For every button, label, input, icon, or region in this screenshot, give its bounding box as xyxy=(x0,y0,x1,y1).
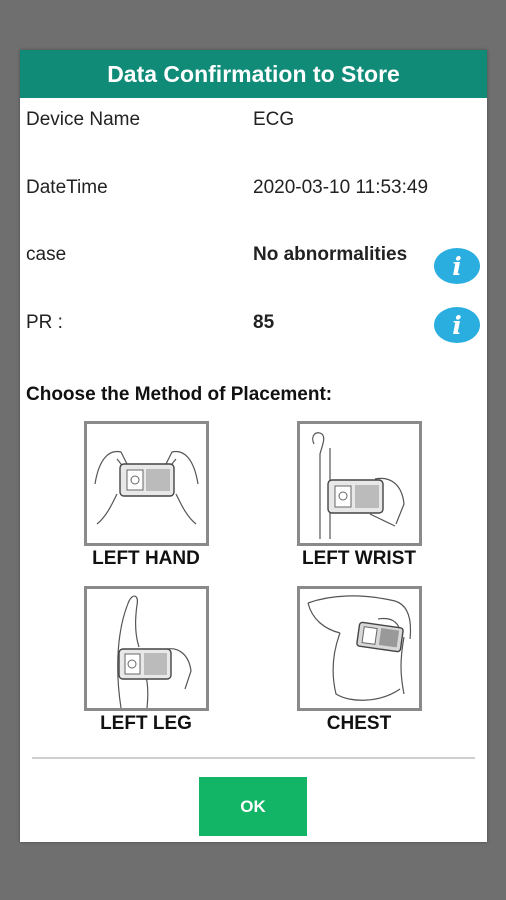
left-wrist-illustration xyxy=(300,424,419,543)
dialog-title: Data Confirmation to Store xyxy=(20,50,487,98)
device-name-value: ECG xyxy=(253,109,295,130)
placement-section-title: Choose the Method of Placement: xyxy=(26,384,333,405)
placement-left-leg-option[interactable] xyxy=(84,586,209,711)
pr-info-icon[interactable]: i xyxy=(434,307,480,343)
pr-value: 85 xyxy=(253,312,275,333)
datetime-label: DateTime xyxy=(26,177,108,198)
placement-left-wrist-option[interactable] xyxy=(297,421,422,546)
placement-chest-option[interactable] xyxy=(297,586,422,711)
data-confirmation-dialog xyxy=(20,50,487,842)
case-info-icon[interactable]: i xyxy=(434,248,480,284)
placement-chest-label: CHEST xyxy=(326,713,392,734)
ok-button[interactable]: OK xyxy=(199,777,307,836)
pr-label: PR : xyxy=(26,312,63,333)
chest-illustration xyxy=(300,589,419,708)
left-hand-illustration xyxy=(87,424,206,543)
placement-left-leg-label: LEFT LEG xyxy=(100,713,192,734)
left-leg-illustration xyxy=(87,589,206,708)
case-value: No abnormalities xyxy=(253,244,408,265)
divider xyxy=(32,757,475,759)
placement-left-hand-option[interactable] xyxy=(84,421,209,546)
device-name-label: Device Name xyxy=(26,109,141,130)
datetime-value: 2020-03-10 11:53:49 xyxy=(253,177,429,198)
placement-left-hand-label: LEFT HAND xyxy=(92,548,200,569)
placement-left-wrist-label: LEFT WRIST xyxy=(302,548,416,569)
case-label: case xyxy=(26,244,67,265)
